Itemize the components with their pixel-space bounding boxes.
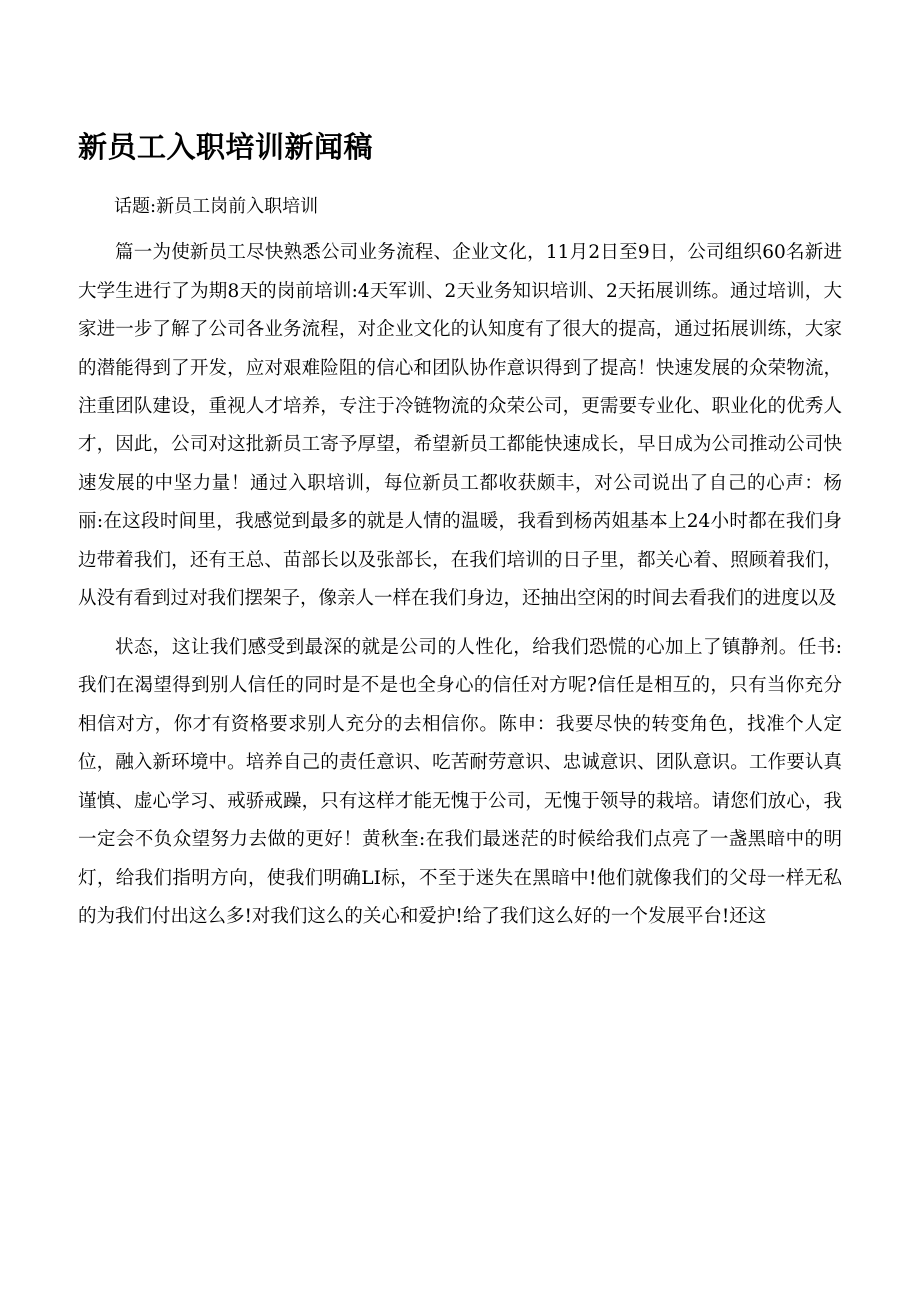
page-title: 新员工入职培训新闻稿 [78, 130, 374, 164]
body-paragraph-1: 篇一为使新员工尽快熟悉公司业务流程、企业文化，11月2日至9日，公司组织60名新进大学生进行了为期8天的岗前培训:4天军训、2天业务知识培训、2天拓展训练。通过培训，大家进一步了解了公司各业务流程，对企业文化的认知度有了很大的提高，通过拓展训练，大家的潜能得到了开发，应对艰难险阻的信心和团队协作意识得到了提高！快速发展的众荣物流，注重团队建设，重视人才培养，专注于冷链物流的众荣公司，更需要专业化、职业化的优秀人才，因此，公司对这批新员工寄予厚望，希望新员工都能快速成长，早日成为公司推动公司快速发展的中坚力量！通过入职培训，每位新员工都收获颇丰，对公司说出了自己的心声：杨丽:在这段时间里，我感觉到最多的就是人情的温暖，我看到杨芮姐基本上24小时都在我们身边带着我们，还有王总、苗部长以及张部长，在我们培训的日子里，都关心着、照顾着我们，从没有看到过对我们摆架子，像亲人一样在我们身边，还抽出空闲的时间去看我们的进度以及 [78, 242, 842, 610]
topic-line: 话题:新员工岗前入职培训 [114, 196, 319, 218]
body-paragraph-2: 状态，这让我们感受到最深的就是公司的人性化，给我们恐慌的心加上了镇静剂。任书:我们在渴望得到别人信任的同时是不是也全身心的信任对方呢?信任是相互的，只有当你充分相信对方，你才有资格要求别人充分的去相信你。陈申：我要尽快的转变角色，找准个人定位，融入新环境中。培养自己的责任意识、吃苦耐劳意识、忠诚意识、团队意识。工作要认真谨慎、虚心学习、戒骄戒躁，只有这样才能无愧于公司，无愧于领导的栽培。请您们放心，我一定会不负众望努力去做的更好！黄秋奎:在我们最迷茫的时候给我们点亮了一盏黑暗中的明灯，给我们指明方向，使我们明确LI标，不至于迷失在黑暗中!他们就像我们的父母一样无私的为我们付出这么多!对我们这么的关心和爱护!给了我们这么好的一个发展平台!还这 [78, 636, 842, 928]
